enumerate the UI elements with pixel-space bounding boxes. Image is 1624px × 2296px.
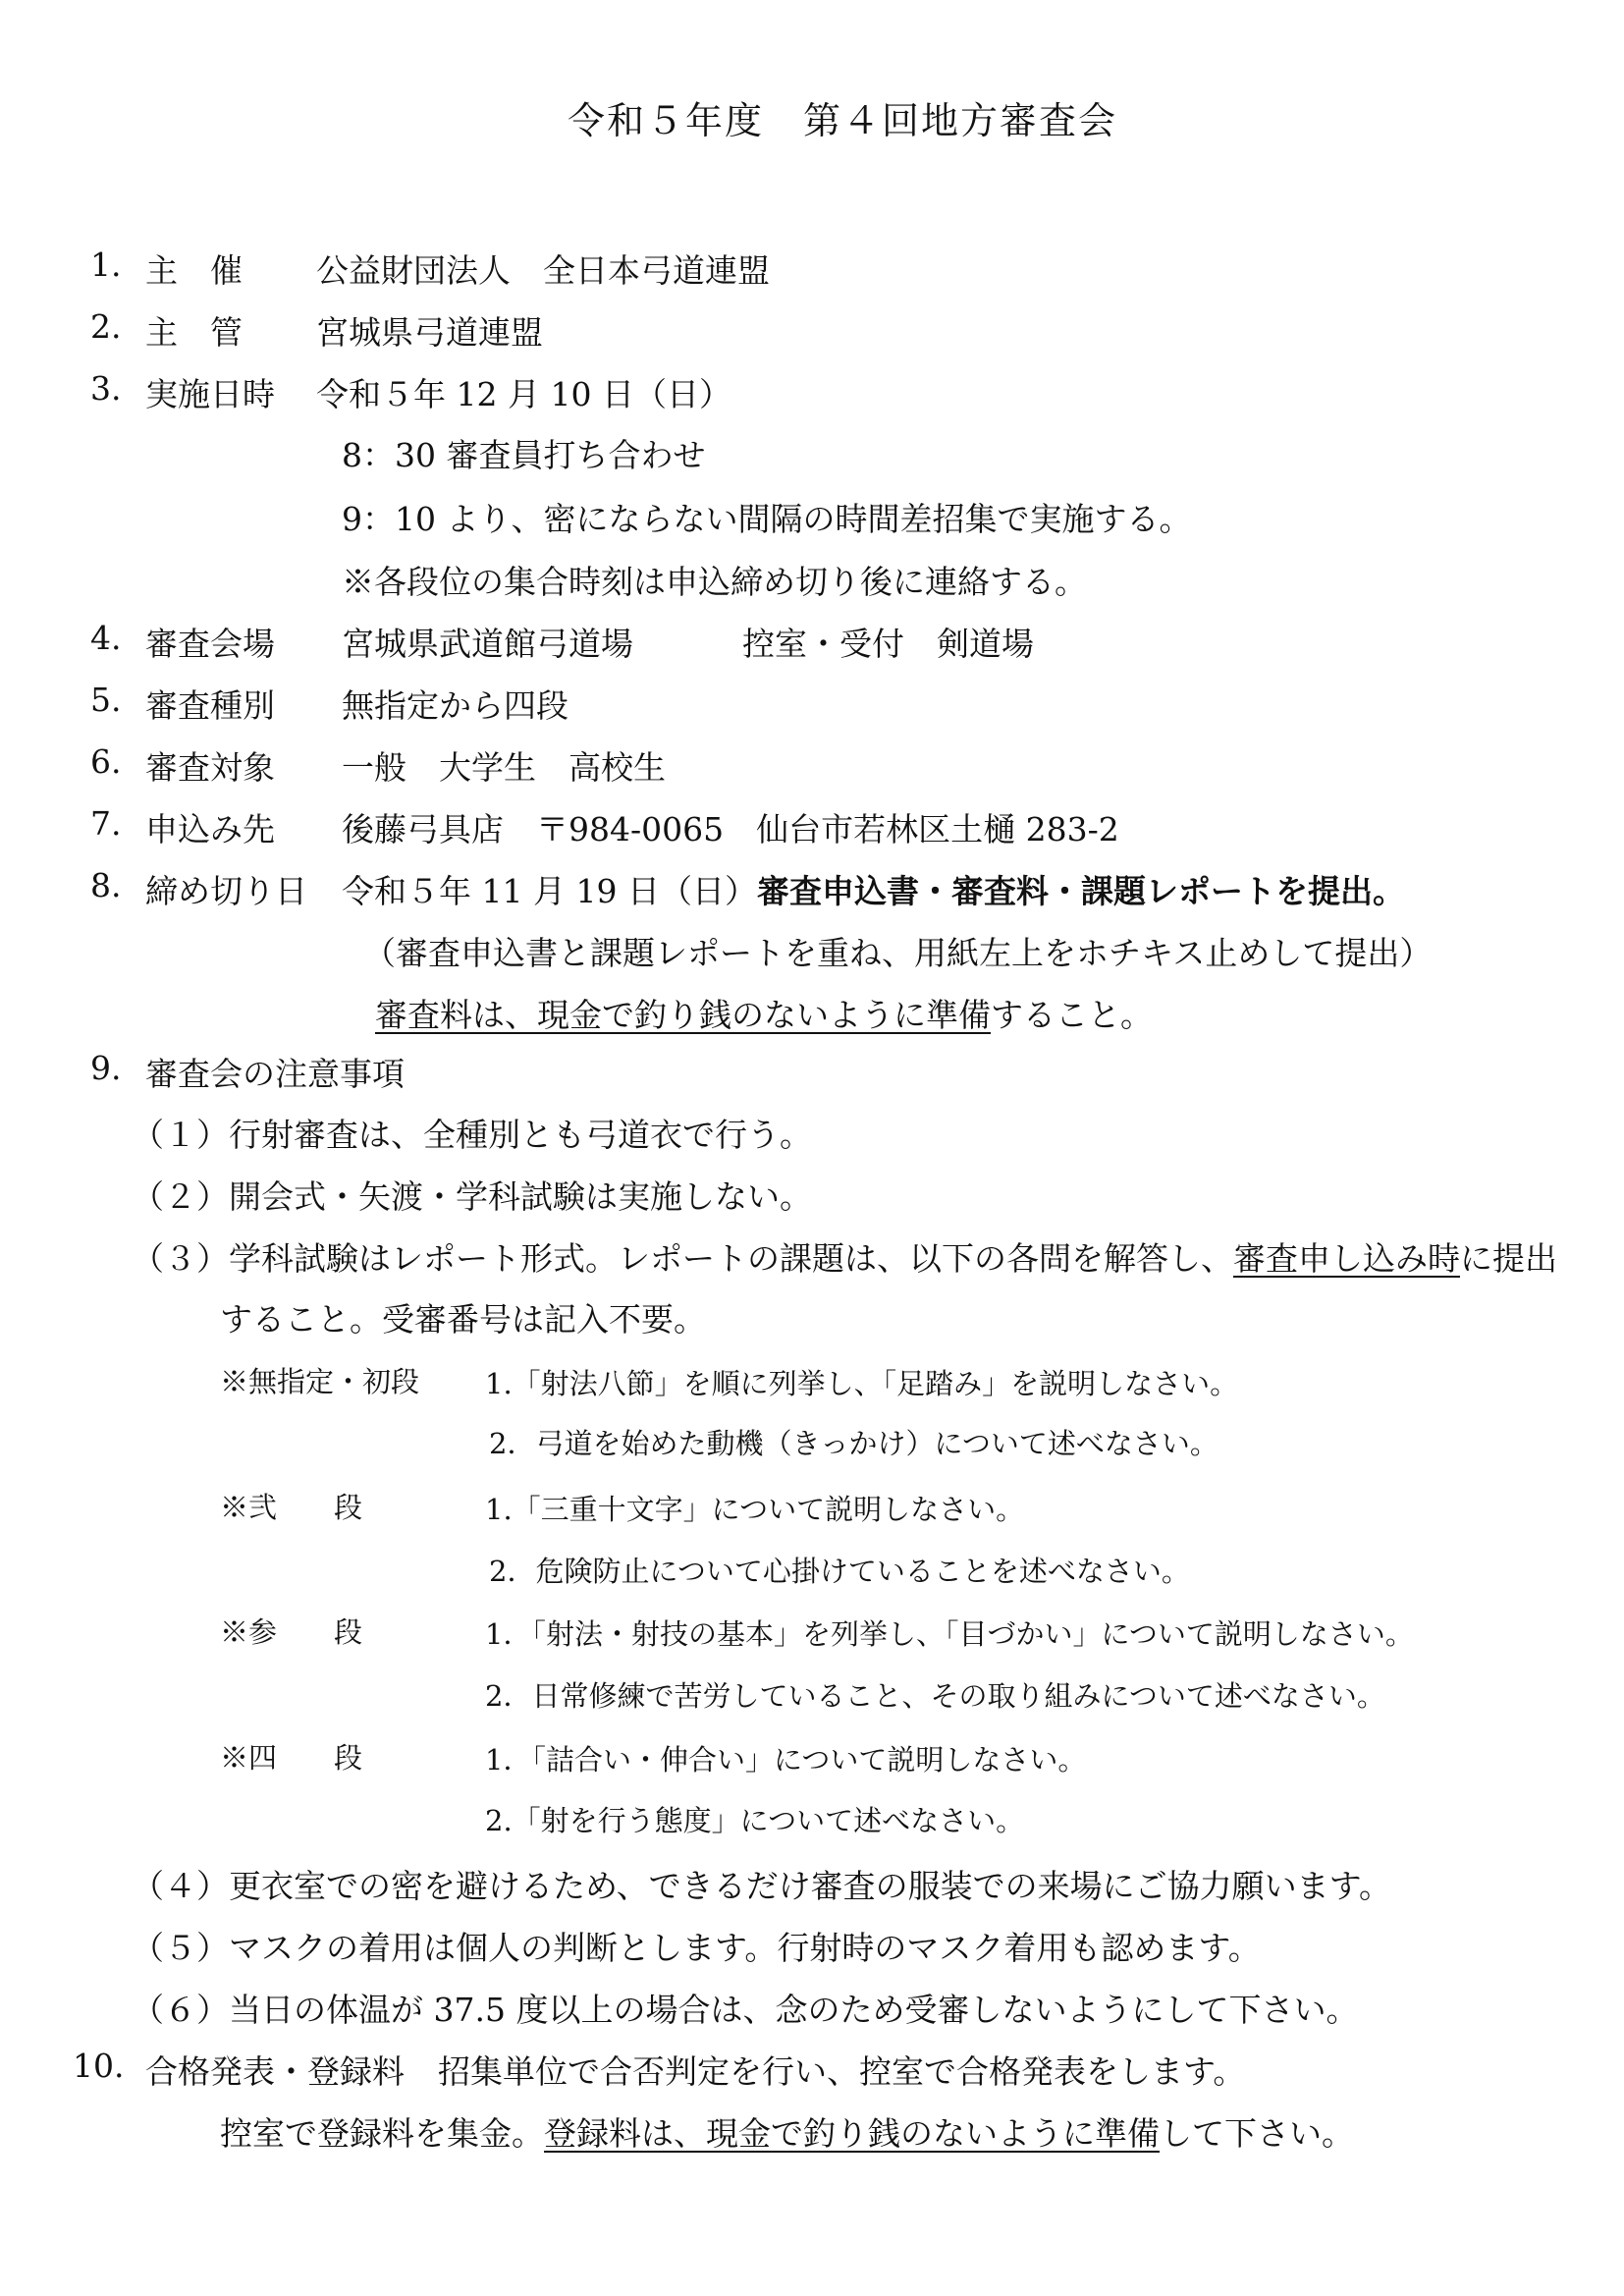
item-3-sub-3: ※各段位の集合時刻は申込締め切り後に連絡する。 — [342, 563, 1087, 601]
rank-1-q2: 2．弓道を始めた動機（きっかけ）について述べなさい。 — [489, 1427, 1218, 1460]
item-3-label: 実施日時 — [145, 375, 275, 413]
rank-4-label: ※四 段 — [220, 1741, 363, 1775]
notes-num: 9. — [90, 1049, 122, 1087]
item-2-num: 2. — [90, 307, 122, 346]
note-6: （６）当日の体温が 37.5 度以上の場合は、念のため受審しないようにして下さい。 — [132, 1991, 1359, 2029]
item-1-label: 主 催 — [145, 251, 243, 290]
item-3-sub-1: 8：30 審査員打ち合わせ — [342, 436, 706, 474]
item-4-num: 4. — [90, 619, 122, 657]
note-2: （２）開会式・矢渡・学科試験は実施しない。 — [132, 1177, 812, 1216]
note-3 — [132, 1233, 1557, 1280]
result-label: 合格発表・登録料 — [145, 2052, 405, 2091]
item-8-fee-note-rest: すること。 — [991, 996, 1153, 1034]
item-6-num: 6. — [90, 742, 122, 781]
item-8-deadline: 令和５年 11 月 19 日（日） — [342, 872, 757, 910]
rank-1-label: ※無指定・初段 — [220, 1365, 420, 1398]
note-4: （４）更衣室での密を避けるため、できるだけ審査の服装での来場にご協力願います。 — [132, 1867, 1392, 1905]
item-8-fee-note: 審査料は、現金で釣り銭のないように準備 — [375, 996, 991, 1034]
item-8-num: 8. — [90, 866, 122, 904]
rank-1-q1: 1.「射法八節」を順に列挙し、「足踏み」を説明しなさい。 — [485, 1367, 1239, 1400]
rank-2-label: ※弐 段 — [220, 1491, 363, 1524]
rank-3-label: ※参 段 — [220, 1615, 363, 1649]
rank-3-q1: 1．「射法・射技の基本」を列挙し、「目づかい」について説明しなさい。 — [485, 1617, 1414, 1651]
item-5-num: 5. — [90, 681, 122, 719]
item-8-submission: 審査申込書・審査料・課題レポートを提出。 — [756, 872, 1405, 910]
item-6-label: 審査対象 — [145, 748, 275, 787]
item-8-sub-1: （審査申込書と課題レポートを重ね、用紙左上をホチキス止めして提出） — [363, 934, 1433, 972]
item-2-value: 宮城県弓道連盟 — [316, 313, 543, 352]
note-3-text: （３）学科試験はレポート形式。レポートの課題は、以下の各問を解答し、 — [132, 1239, 1233, 1278]
item-1-num: 1. — [90, 246, 122, 284]
item-5-value: 無指定から四段 — [342, 686, 568, 725]
note-3-emphasis: 審査申し込み時 — [1233, 1239, 1460, 1278]
note-3-cont: すること。受審番号は記入不要。 — [220, 1300, 706, 1339]
item-4-label: 審査会場 — [145, 625, 275, 663]
rank-4-q2: 2.「射を行う態度」について述べなさい。 — [485, 1804, 1025, 1837]
item-8-value — [342, 866, 1405, 912]
rank-3-q2: 2．日常修練で苦労していること、その取り組みについて述べなさい。 — [485, 1679, 1385, 1713]
rank-4-q1: 1．「詰合い・伸合い」について説明しなさい。 — [485, 1743, 1087, 1777]
document-title: 令和５年度 第４回地方審査会 — [568, 99, 1118, 142]
item-8-label: 締め切り日 — [145, 872, 307, 910]
item-1-value: 公益財団法人 全日本弓道連盟 — [316, 251, 770, 290]
item-3-value: 令和５年 12 月 10 日（日） — [316, 375, 731, 413]
item-4-value-2: 控室・受付 剣道場 — [742, 625, 1034, 663]
item-6-value: 一般 大学生 高校生 — [342, 748, 666, 787]
item-4-value: 宮城県武道館弓道場 — [342, 625, 633, 663]
result-num: 10. — [73, 2047, 125, 2085]
note-5: （５）マスクの着用は個人の判断とします。行射時のマスク着用も認めます。 — [132, 1929, 1261, 1967]
rank-2-q1: 1.「三重十文字」について説明しなさい。 — [485, 1493, 1025, 1526]
result-sub-end: して下さい。 — [1160, 2114, 1354, 2153]
item-3-sub-2: 9：10 より、密にならない間隔の時間差招集で実施する。 — [342, 500, 1192, 538]
result-sub-text: 控室で登録料を集金。 — [220, 2114, 544, 2153]
item-5-label: 審査種別 — [145, 686, 275, 725]
note-1: （１）行射審査は、全種別とも弓道衣で行う。 — [132, 1116, 812, 1154]
notes-heading: 審査会の注意事項 — [145, 1055, 405, 1093]
result-fee-note: 登録料は、現金で釣り銭のないように準備 — [544, 2114, 1160, 2153]
item-7-value: 後藤弓具店 〒984-0065 仙台市若林区土樋 283-2 — [342, 810, 1119, 848]
result-sub — [220, 2108, 1354, 2155]
item-7-label: 申込み先 — [145, 810, 275, 848]
item-8-sub-2 — [375, 990, 1153, 1036]
item-3-num: 3. — [90, 369, 122, 408]
result-value: 招集単位で合否判定を行い、控室で合格発表をします。 — [438, 2052, 1246, 2091]
note-3-text-end: に提出 — [1460, 1239, 1557, 1278]
item-7-num: 7. — [90, 804, 122, 843]
rank-2-q2: 2．危険防止について心掛けていることを述べなさい。 — [489, 1555, 1190, 1588]
item-2-label: 主 管 — [145, 313, 243, 352]
